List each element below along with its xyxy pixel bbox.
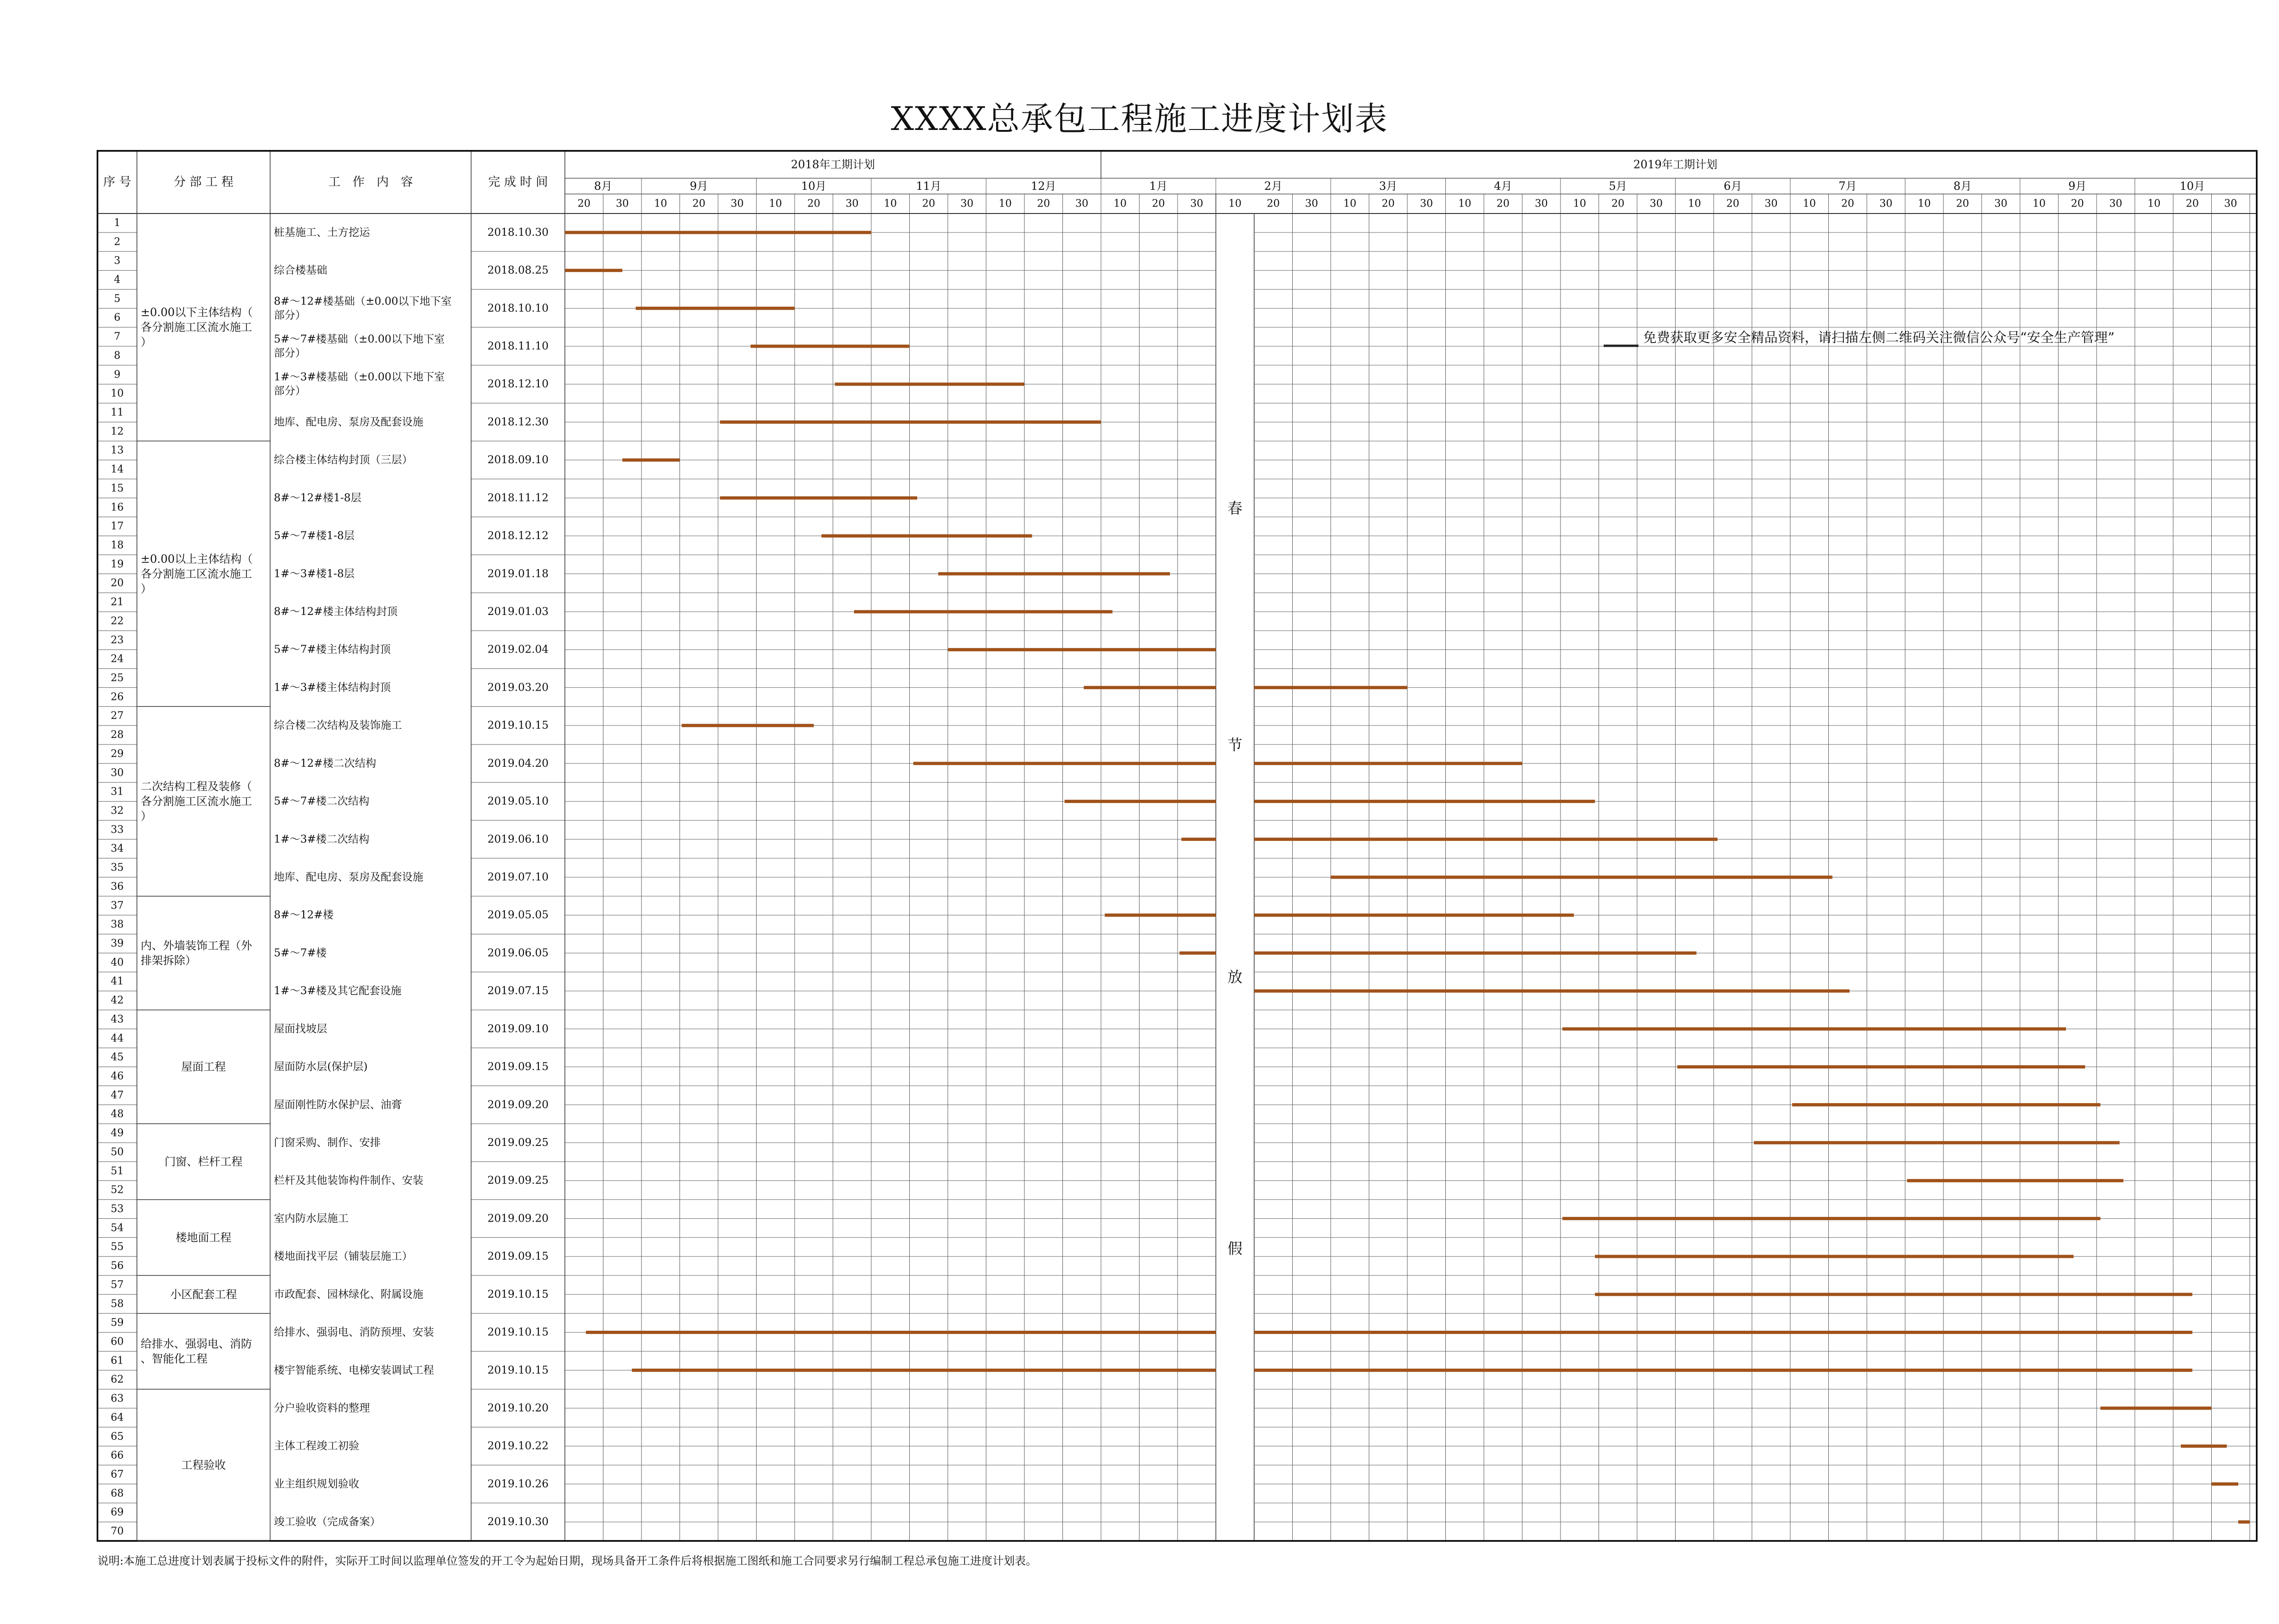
row-number: 45 bbox=[110, 1051, 124, 1063]
task-finish-date: 2018.12.12 bbox=[487, 530, 549, 542]
header-month: 4月 bbox=[1494, 180, 1512, 193]
task-name: 屋面防水层(保护层) bbox=[274, 1061, 368, 1073]
task-finish-date: 2019.02.04 bbox=[487, 643, 549, 656]
task-finish-date: 2018.09.10 bbox=[487, 454, 549, 466]
row-number: 14 bbox=[110, 464, 124, 476]
header-month: 5月 bbox=[1609, 180, 1627, 193]
task-name: 8#～12#楼基础（±0.00以下地下室 bbox=[274, 295, 452, 308]
task-name: 综合楼主体结构封顶（三层） bbox=[274, 454, 413, 466]
division-name: ） bbox=[141, 336, 152, 349]
row-number: 16 bbox=[110, 501, 124, 513]
header-day: 30 bbox=[1190, 198, 1204, 210]
task-finish-date: 2019.01.03 bbox=[487, 606, 549, 618]
task-name: 桩基施工、土方挖运 bbox=[274, 226, 370, 239]
header-day: 20 bbox=[2071, 198, 2084, 210]
holiday-label: 节 bbox=[1227, 736, 1243, 754]
task-name: 栏杆及其他装饰构件制作、安装 bbox=[274, 1174, 423, 1187]
header-day: 30 bbox=[1305, 198, 1318, 210]
ad-text: 免费获取更多安全精品资料，请扫描左侧二维码关注微信公众号“安全生产管理” bbox=[1643, 330, 2115, 345]
header-month: 9月 bbox=[2068, 180, 2087, 193]
row-number: 30 bbox=[110, 767, 124, 779]
row-number: 41 bbox=[110, 976, 124, 988]
header-day: 30 bbox=[731, 198, 744, 210]
header-day: 10 bbox=[1458, 198, 1471, 210]
division-name: 排架拆除） bbox=[141, 954, 196, 967]
task-finish-date: 2019.01.18 bbox=[487, 568, 549, 580]
task-finish-date: 2018.11.12 bbox=[487, 492, 549, 504]
header-day: 20 bbox=[1037, 198, 1050, 210]
header-month: 7月 bbox=[1839, 180, 1857, 193]
task-name: 8#～12#楼主体结构封顶 bbox=[274, 606, 398, 618]
division-name: 屋面工程 bbox=[181, 1060, 226, 1074]
division-name: ） bbox=[141, 582, 152, 595]
task-name: 地库、配电房、泵房及配套设施 bbox=[274, 871, 423, 883]
division-name: 二次结构工程及装修（ bbox=[141, 780, 252, 793]
task-name: 8#～12#楼 bbox=[274, 909, 334, 921]
header-month: 8月 bbox=[1953, 180, 1972, 193]
task-finish-date: 2019.09.15 bbox=[487, 1061, 549, 1073]
row-number: 61 bbox=[110, 1355, 124, 1367]
task-finish-date: 2019.10.15 bbox=[487, 719, 549, 732]
header-division: 分 部 工 程 bbox=[174, 175, 233, 189]
task-finish-date: 2018.12.10 bbox=[487, 378, 549, 390]
task-name: 1#～3#楼二次结构 bbox=[274, 833, 369, 846]
row-number: 20 bbox=[110, 577, 124, 589]
header-day: 30 bbox=[1994, 198, 2007, 210]
row-number: 12 bbox=[110, 426, 124, 438]
task-name: 综合楼基础 bbox=[274, 264, 327, 277]
task-name: 8#～12#楼1-8层 bbox=[274, 492, 362, 504]
header-day: 20 bbox=[1956, 198, 1969, 210]
row-number: 43 bbox=[110, 1013, 124, 1025]
task-name: 1#～3#楼基础（±0.00以下地下室 bbox=[274, 371, 445, 383]
row-number: 51 bbox=[110, 1165, 124, 1177]
task-finish-date: 2019.09.15 bbox=[487, 1250, 549, 1263]
header-day: 10 bbox=[1228, 198, 1242, 210]
header-day: 20 bbox=[1381, 198, 1395, 210]
task-finish-date: 2019.09.25 bbox=[487, 1174, 549, 1187]
row-number: 46 bbox=[110, 1070, 124, 1082]
task-finish-date: 2019.09.10 bbox=[487, 1022, 549, 1035]
task-finish-date: 2019.09.20 bbox=[487, 1212, 549, 1225]
task-finish-date: 2018.11.10 bbox=[487, 340, 549, 352]
task-name: 分户验收资料的整理 bbox=[274, 1402, 370, 1414]
task-finish-date: 2018.10.10 bbox=[487, 302, 549, 315]
task-finish-date: 2019.05.10 bbox=[487, 795, 549, 808]
row-number: 33 bbox=[110, 824, 124, 836]
task-name: 屋面找坡层 bbox=[274, 1022, 327, 1035]
division-name: 楼地面工程 bbox=[175, 1231, 232, 1244]
row-number: 1 bbox=[114, 217, 121, 229]
holiday-label: 春 bbox=[1227, 499, 1243, 517]
row-number: 64 bbox=[110, 1411, 124, 1423]
row-number: 35 bbox=[110, 862, 124, 874]
table-body bbox=[111, 217, 549, 1537]
task-finish-date: 2019.10.30 bbox=[487, 1516, 549, 1528]
header-day: 20 bbox=[922, 198, 935, 210]
division-name: 内、外墙装饰工程（外 bbox=[141, 939, 252, 952]
task-name: 1#～3#楼1-8层 bbox=[274, 568, 355, 580]
division-name: ±0.00以下主体结构（ bbox=[141, 306, 253, 319]
header-day: 20 bbox=[1496, 198, 1510, 210]
header-day: 20 bbox=[577, 198, 591, 210]
task-name: 部分） bbox=[274, 309, 306, 322]
row-number: 49 bbox=[110, 1127, 124, 1139]
row-number: 55 bbox=[110, 1241, 124, 1253]
row-number: 38 bbox=[110, 919, 124, 931]
task-name: 5#～7#楼基础（±0.00以下地下室 bbox=[274, 333, 445, 345]
page-title: XXXX总承包工程施工进度计划表 bbox=[891, 100, 1388, 138]
header-day: 20 bbox=[2186, 198, 2199, 210]
header-day: 20 bbox=[1841, 198, 1854, 210]
header-year-2019: 2019年工期计划 bbox=[1633, 158, 1718, 171]
header-day: 20 bbox=[807, 198, 821, 210]
header-day: 10 bbox=[2147, 198, 2161, 210]
header-month: 2月 bbox=[1264, 180, 1282, 193]
header-day: 30 bbox=[1420, 198, 1433, 210]
task-name: 5#～7#楼1-8层 bbox=[274, 530, 355, 542]
task-finish-date: 2019.05.05 bbox=[487, 909, 549, 921]
task-finish-date: 2019.04.20 bbox=[487, 757, 549, 770]
row-number: 19 bbox=[110, 558, 124, 570]
header-year-2018: 2018年工期计划 bbox=[790, 158, 875, 171]
task-finish-date: 2018.08.25 bbox=[487, 264, 549, 277]
table-header bbox=[103, 158, 2237, 210]
task-finish-date: 2018.10.30 bbox=[487, 226, 549, 239]
row-number: 58 bbox=[110, 1298, 124, 1310]
division-name: 小区配套工程 bbox=[170, 1288, 237, 1301]
holiday-label: 放 bbox=[1227, 968, 1243, 986]
row-number: 68 bbox=[110, 1488, 124, 1500]
row-number: 34 bbox=[110, 843, 124, 855]
row-number: 60 bbox=[110, 1336, 124, 1348]
row-number: 48 bbox=[110, 1108, 124, 1120]
row-number: 67 bbox=[110, 1469, 124, 1481]
header-day: 30 bbox=[1534, 198, 1548, 210]
row-number: 9 bbox=[114, 369, 121, 381]
header-day: 10 bbox=[1573, 198, 1586, 210]
header-month: 9月 bbox=[690, 180, 708, 193]
task-finish-date: 2018.12.30 bbox=[487, 416, 549, 428]
footnote: 说明:本施工总进度计划表属于投标文件的附件，实际开工时间以监理单位签发的开工令为起始日期，现场具备开工条件后将根据施工图纸和施工合同要求另行编制工程总承包施工进度计划表。 bbox=[97, 1554, 1037, 1567]
header-day: 20 bbox=[1726, 198, 1740, 210]
task-name: 综合楼二次结构及装饰施工 bbox=[274, 719, 402, 732]
header-day: 10 bbox=[1917, 198, 1931, 210]
row-number: 6 bbox=[114, 312, 121, 324]
task-finish-date: 2019.07.10 bbox=[487, 871, 549, 883]
task-name: 业主组织规划验收 bbox=[274, 1478, 359, 1490]
row-number: 52 bbox=[110, 1184, 124, 1196]
task-name: 门窗采购、制作、安排 bbox=[274, 1137, 381, 1149]
header-day: 30 bbox=[615, 198, 629, 210]
task-name: 1#～3#楼及其它配套设施 bbox=[274, 985, 401, 997]
row-number: 69 bbox=[110, 1507, 124, 1519]
row-number: 21 bbox=[110, 596, 124, 608]
row-number: 5 bbox=[114, 293, 121, 305]
row-number: 63 bbox=[110, 1393, 124, 1405]
row-number: 42 bbox=[110, 995, 124, 1007]
division-name: 门窗、栏杆工程 bbox=[164, 1155, 243, 1168]
task-name: 部分） bbox=[274, 385, 306, 397]
header-task: 工 作 内 容 bbox=[328, 175, 413, 189]
division-name: 给排水、强弱电、消防 bbox=[141, 1337, 252, 1351]
header-day: 30 bbox=[960, 198, 974, 210]
task-name: 屋面刚性防水保护层、油膏 bbox=[274, 1099, 402, 1111]
row-number: 37 bbox=[110, 899, 124, 912]
row-number: 70 bbox=[110, 1526, 124, 1538]
task-name: 地库、配电房、泵房及配套设施 bbox=[274, 416, 423, 428]
header-month: 3月 bbox=[1379, 180, 1398, 193]
row-number: 56 bbox=[110, 1260, 124, 1272]
task-finish-date: 2019.09.20 bbox=[487, 1099, 549, 1111]
division-name: 各分割施工区流水施工 bbox=[141, 321, 252, 334]
row-number: 28 bbox=[110, 729, 124, 741]
holiday-label: 假 bbox=[1227, 1240, 1243, 1257]
row-number: 36 bbox=[110, 880, 124, 893]
row-number: 27 bbox=[110, 710, 124, 722]
row-number: 23 bbox=[110, 634, 124, 646]
row-number: 57 bbox=[110, 1279, 124, 1291]
task-finish-date: 2019.10.15 bbox=[487, 1326, 549, 1339]
task-name: 楼地面找平层（铺装层施工） bbox=[274, 1250, 413, 1263]
header-day: 20 bbox=[1152, 198, 1165, 210]
header-month: 6月 bbox=[1723, 180, 1742, 193]
header-day: 20 bbox=[1611, 198, 1625, 210]
row-number: 8 bbox=[114, 349, 121, 362]
row-number: 15 bbox=[110, 482, 124, 494]
row-number: 39 bbox=[110, 938, 124, 950]
row-number: 65 bbox=[110, 1430, 124, 1443]
division-name: 各分割施工区流水施工 bbox=[141, 795, 252, 808]
row-number: 22 bbox=[110, 615, 124, 627]
row-number: 25 bbox=[110, 672, 124, 684]
row-number: 47 bbox=[110, 1089, 124, 1101]
division-name: 、智能化工程 bbox=[141, 1352, 207, 1365]
row-number: 50 bbox=[110, 1146, 124, 1158]
header-day: 10 bbox=[2033, 198, 2046, 210]
header-day: 10 bbox=[1688, 198, 1701, 210]
task-name: 主体工程竣工初验 bbox=[274, 1440, 359, 1452]
row-number: 32 bbox=[110, 805, 124, 817]
division-name: 工程验收 bbox=[181, 1458, 226, 1472]
task-name: 部分） bbox=[274, 347, 306, 359]
header-day: 30 bbox=[1650, 198, 1663, 210]
header-month: 10月 bbox=[2179, 180, 2205, 193]
header-day: 20 bbox=[692, 198, 706, 210]
header-month: 10月 bbox=[801, 180, 827, 193]
header-month: 11月 bbox=[916, 180, 942, 193]
row-number: 7 bbox=[114, 331, 121, 343]
header-day: 10 bbox=[1343, 198, 1357, 210]
task-name: 市政配套、园林绿化、附属设施 bbox=[274, 1288, 423, 1300]
division-name: ±0.00以上主体结构（ bbox=[141, 552, 253, 566]
header-day: 10 bbox=[1803, 198, 1816, 210]
task-name: 室内防水层施工 bbox=[274, 1212, 349, 1225]
header-finish: 完 成 时 间 bbox=[488, 175, 548, 189]
header-month: 12月 bbox=[1030, 180, 1056, 193]
header-day: 10 bbox=[1114, 198, 1127, 210]
row-number: 24 bbox=[110, 653, 124, 665]
row-number: 11 bbox=[110, 407, 124, 419]
task-finish-date: 2019.10.15 bbox=[487, 1364, 549, 1377]
task-name: 竣工验收（完成备案） bbox=[274, 1516, 381, 1528]
row-number: 40 bbox=[110, 957, 124, 969]
header-day: 10 bbox=[884, 198, 897, 210]
row-number: 59 bbox=[110, 1317, 124, 1329]
row-number: 26 bbox=[110, 691, 124, 703]
header-day: 30 bbox=[2224, 198, 2237, 210]
header-seq: 序 号 bbox=[103, 175, 131, 189]
row-number: 10 bbox=[110, 388, 124, 400]
task-finish-date: 2019.10.15 bbox=[487, 1288, 549, 1300]
header-day: 10 bbox=[654, 198, 667, 210]
task-name: 5#～7#楼主体结构封顶 bbox=[274, 643, 391, 656]
header-month: 1月 bbox=[1149, 180, 1168, 193]
row-number: 54 bbox=[110, 1222, 124, 1234]
task-finish-date: 2019.03.20 bbox=[487, 681, 549, 694]
task-finish-date: 2019.06.10 bbox=[487, 833, 549, 846]
task-finish-date: 2019.10.26 bbox=[487, 1478, 549, 1490]
header-day: 30 bbox=[1764, 198, 1778, 210]
header-day: 10 bbox=[998, 198, 1012, 210]
header-day: 30 bbox=[1075, 198, 1088, 210]
task-finish-date: 2019.09.25 bbox=[487, 1137, 549, 1149]
header-day: 20 bbox=[1267, 198, 1280, 210]
row-number: 4 bbox=[114, 274, 121, 286]
header-day: 30 bbox=[845, 198, 859, 210]
task-name: 楼宇智能系统、电梯安装调试工程 bbox=[274, 1364, 434, 1377]
row-number: 53 bbox=[110, 1203, 124, 1215]
row-number: 3 bbox=[114, 255, 121, 267]
row-number: 2 bbox=[114, 236, 121, 248]
task-name: 8#～12#楼二次结构 bbox=[274, 757, 376, 770]
division-name: ） bbox=[141, 809, 152, 823]
row-number: 62 bbox=[110, 1374, 124, 1386]
task-finish-date: 2019.10.20 bbox=[487, 1402, 549, 1414]
row-number: 31 bbox=[110, 786, 124, 798]
task-name: 1#～3#楼主体结构封顶 bbox=[274, 681, 391, 694]
row-number: 18 bbox=[110, 539, 124, 551]
row-number: 13 bbox=[110, 445, 124, 457]
task-name: 5#～7#楼二次结构 bbox=[274, 795, 369, 808]
task-name: 5#～7#楼 bbox=[274, 947, 327, 959]
task-finish-date: 2019.10.22 bbox=[487, 1440, 549, 1452]
header-month: 8月 bbox=[594, 180, 613, 193]
row-number: 44 bbox=[110, 1032, 124, 1044]
row-number: 66 bbox=[110, 1449, 124, 1462]
division-name: 各分割施工区流水施工 bbox=[141, 567, 252, 581]
row-number: 29 bbox=[110, 748, 124, 760]
header-day: 30 bbox=[1879, 198, 1893, 210]
header-day: 30 bbox=[2109, 198, 2123, 210]
task-finish-date: 2019.06.05 bbox=[487, 947, 549, 959]
task-name: 给排水、强弱电、消防预埋、安装 bbox=[274, 1326, 434, 1339]
header-day: 10 bbox=[769, 198, 782, 210]
row-number: 17 bbox=[110, 520, 124, 532]
task-finish-date: 2019.07.15 bbox=[487, 985, 549, 997]
